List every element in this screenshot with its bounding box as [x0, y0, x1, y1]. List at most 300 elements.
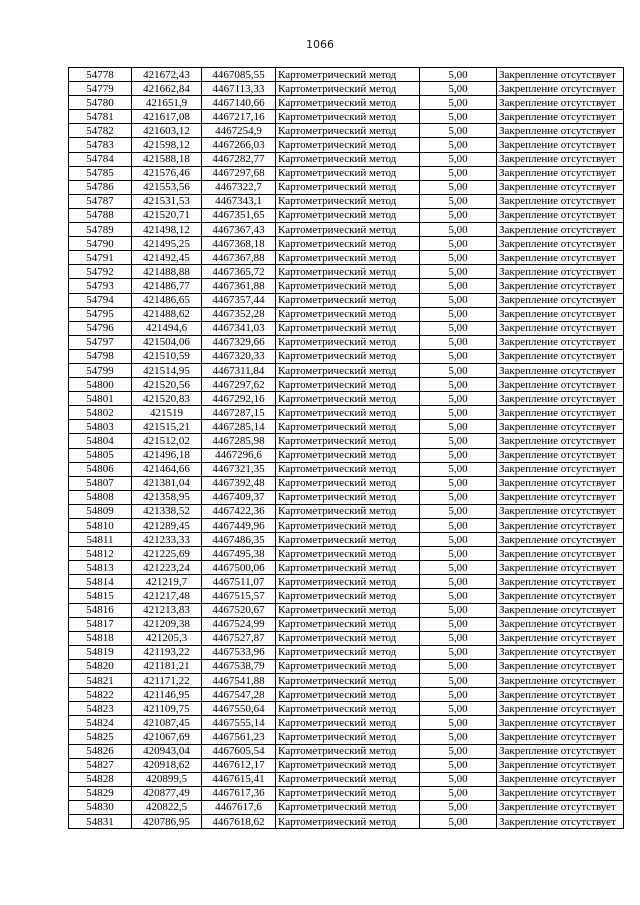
accuracy-cell: 5,00 — [420, 110, 497, 124]
accuracy-cell: 5,00 — [420, 237, 497, 251]
table-row — [69, 561, 624, 575]
accuracy-cell: 5,00 — [420, 307, 497, 321]
method-cell: Картометрический метод — [276, 490, 420, 504]
x-coordinate-cell: 420918,62 — [132, 758, 202, 772]
x-coordinate-cell: 421209,38 — [132, 617, 202, 631]
fixing-cell: Закрепление отсутствует — [497, 659, 624, 673]
x-coordinate-cell: 420899,5 — [132, 772, 202, 786]
method-cell: Картометрический метод — [276, 138, 420, 152]
y-coordinate-cell: 4467550,64 — [202, 702, 276, 716]
point-number-cell: 54796 — [69, 321, 132, 335]
x-coordinate-cell: 421486,77 — [132, 279, 202, 293]
point-number-cell: 54808 — [69, 490, 132, 504]
fixing-cell: Закрепление отсутствует — [497, 448, 624, 462]
method-cell: Картометрический метод — [276, 448, 420, 462]
table-row — [69, 349, 624, 363]
table-row — [69, 223, 624, 237]
accuracy-cell: 5,00 — [420, 786, 497, 800]
fixing-cell: Закрепление отсутствует — [497, 814, 624, 828]
table-row — [69, 124, 624, 138]
table-row — [69, 519, 624, 533]
x-coordinate-cell: 421519 — [132, 406, 202, 420]
fixing-cell: Закрепление отсутствует — [497, 349, 624, 363]
table-row — [69, 392, 624, 406]
accuracy-cell: 5,00 — [420, 378, 497, 392]
accuracy-cell: 5,00 — [420, 476, 497, 490]
method-cell: Картометрический метод — [276, 237, 420, 251]
y-coordinate-cell: 4467422,36 — [202, 504, 276, 518]
method-cell: Картометрический метод — [276, 251, 420, 265]
x-coordinate-cell: 421358,95 — [132, 490, 202, 504]
fixing-cell: Закрепление отсутствует — [497, 561, 624, 575]
fixing-cell: Закрепление отсутствует — [497, 800, 624, 814]
method-cell: Картометрический метод — [276, 406, 420, 420]
point-number-cell: 54805 — [69, 448, 132, 462]
x-coordinate-cell: 421289,45 — [132, 519, 202, 533]
accuracy-cell: 5,00 — [420, 547, 497, 561]
y-coordinate-cell: 4467140,66 — [202, 96, 276, 110]
table-row — [69, 68, 624, 82]
fixing-cell: Закрепление отсутствует — [497, 68, 624, 82]
y-coordinate-cell: 4467617,36 — [202, 786, 276, 800]
table-row — [69, 110, 624, 124]
table-row — [69, 617, 624, 631]
method-cell: Картометрический метод — [276, 166, 420, 180]
accuracy-cell: 5,00 — [420, 716, 497, 730]
accuracy-cell: 5,00 — [420, 462, 497, 476]
x-coordinate-cell: 421067,69 — [132, 730, 202, 744]
point-number-cell: 54782 — [69, 124, 132, 138]
x-coordinate-cell: 421486,65 — [132, 293, 202, 307]
x-coordinate-cell: 421498,12 — [132, 223, 202, 237]
y-coordinate-cell: 4467285,14 — [202, 420, 276, 434]
x-coordinate-cell: 421512,02 — [132, 434, 202, 448]
point-number-cell: 54802 — [69, 406, 132, 420]
y-coordinate-cell: 4467282,77 — [202, 152, 276, 166]
accuracy-cell: 5,00 — [420, 420, 497, 434]
accuracy-cell: 5,00 — [420, 561, 497, 575]
fixing-cell: Закрепление отсутствует — [497, 617, 624, 631]
point-number-cell: 54794 — [69, 293, 132, 307]
table-row — [69, 645, 624, 659]
y-coordinate-cell: 4467296,6 — [202, 448, 276, 462]
point-number-cell: 54806 — [69, 462, 132, 476]
method-cell: Картометрический метод — [276, 378, 420, 392]
y-coordinate-cell: 4467113,33 — [202, 82, 276, 96]
fixing-cell: Закрепление отсутствует — [497, 124, 624, 138]
point-number-cell: 54783 — [69, 138, 132, 152]
table-row — [69, 448, 624, 462]
point-number-cell: 54826 — [69, 744, 132, 758]
method-cell: Картометрический метод — [276, 392, 420, 406]
page-number: 1066 — [306, 38, 334, 51]
accuracy-cell: 5,00 — [420, 363, 497, 377]
method-cell: Картометрический метод — [276, 96, 420, 110]
method-cell: Картометрический метод — [276, 575, 420, 589]
fixing-cell: Закрепление отсутствует — [497, 223, 624, 237]
point-number-cell: 54822 — [69, 688, 132, 702]
y-coordinate-cell: 4467515,57 — [202, 589, 276, 603]
point-number-cell: 54811 — [69, 533, 132, 547]
accuracy-cell: 5,00 — [420, 152, 497, 166]
point-number-cell: 54800 — [69, 378, 132, 392]
accuracy-cell: 5,00 — [420, 772, 497, 786]
point-number-cell: 54793 — [69, 279, 132, 293]
y-coordinate-cell: 4467329,66 — [202, 335, 276, 349]
x-coordinate-cell: 421553,56 — [132, 180, 202, 194]
accuracy-cell: 5,00 — [420, 335, 497, 349]
accuracy-cell: 5,00 — [420, 645, 497, 659]
x-coordinate-cell: 421520,56 — [132, 378, 202, 392]
accuracy-cell: 5,00 — [420, 293, 497, 307]
method-cell: Картометрический метод — [276, 814, 420, 828]
table-row — [69, 688, 624, 702]
table-row — [69, 180, 624, 194]
method-cell: Картометрический метод — [276, 617, 420, 631]
fixing-cell: Закрепление отсутствует — [497, 180, 624, 194]
x-coordinate-cell: 421205,3 — [132, 631, 202, 645]
method-cell: Картометрический метод — [276, 420, 420, 434]
y-coordinate-cell: 4467409,37 — [202, 490, 276, 504]
x-coordinate-cell: 420877,49 — [132, 786, 202, 800]
point-number-cell: 54814 — [69, 575, 132, 589]
point-number-cell: 54784 — [69, 152, 132, 166]
fixing-cell: Закрепление отсутствует — [497, 152, 624, 166]
table-row — [69, 420, 624, 434]
fixing-cell: Закрепление отсутствует — [497, 490, 624, 504]
table-row — [69, 589, 624, 603]
accuracy-cell: 5,00 — [420, 349, 497, 363]
table-row — [69, 194, 624, 208]
fixing-cell: Закрепление отсутствует — [497, 631, 624, 645]
method-cell: Картометрический метод — [276, 561, 420, 575]
fixing-cell: Закрепление отсутствует — [497, 363, 624, 377]
x-coordinate-cell: 421510,59 — [132, 349, 202, 363]
fixing-cell: Закрепление отсутствует — [497, 758, 624, 772]
accuracy-cell: 5,00 — [420, 96, 497, 110]
table-row — [69, 96, 624, 110]
accuracy-cell: 5,00 — [420, 589, 497, 603]
fixing-cell: Закрепление отсутствует — [497, 589, 624, 603]
fixing-cell: Закрепление отсутствует — [497, 251, 624, 265]
y-coordinate-cell: 4467495,38 — [202, 547, 276, 561]
point-number-cell: 54820 — [69, 659, 132, 673]
y-coordinate-cell: 4467617,6 — [202, 800, 276, 814]
fixing-cell: Закрепление отсутствует — [497, 786, 624, 800]
table-row — [69, 547, 624, 561]
point-number-cell: 54816 — [69, 603, 132, 617]
y-coordinate-cell: 4467615,41 — [202, 772, 276, 786]
y-coordinate-cell: 4467311,84 — [202, 363, 276, 377]
method-cell: Картометрический метод — [276, 504, 420, 518]
x-coordinate-cell: 421515,21 — [132, 420, 202, 434]
table-row — [69, 758, 624, 772]
method-cell: Картометрический метод — [276, 180, 420, 194]
method-cell: Картометрический метод — [276, 194, 420, 208]
accuracy-cell: 5,00 — [420, 194, 497, 208]
accuracy-cell: 5,00 — [420, 434, 497, 448]
table-row — [69, 363, 624, 377]
table-row — [69, 490, 624, 504]
accuracy-cell: 5,00 — [420, 138, 497, 152]
y-coordinate-cell: 4467266,03 — [202, 138, 276, 152]
y-coordinate-cell: 4467321,35 — [202, 462, 276, 476]
y-coordinate-cell: 4467357,44 — [202, 293, 276, 307]
method-cell: Картометрический метод — [276, 772, 420, 786]
accuracy-cell: 5,00 — [420, 800, 497, 814]
accuracy-cell: 5,00 — [420, 631, 497, 645]
accuracy-cell: 5,00 — [420, 223, 497, 237]
method-cell: Картометрический метод — [276, 110, 420, 124]
accuracy-cell: 5,00 — [420, 730, 497, 744]
point-number-cell: 54830 — [69, 800, 132, 814]
table-row — [69, 434, 624, 448]
accuracy-cell: 5,00 — [420, 688, 497, 702]
y-coordinate-cell: 4467341,03 — [202, 321, 276, 335]
x-coordinate-cell: 421109,75 — [132, 702, 202, 716]
accuracy-cell: 5,00 — [420, 603, 497, 617]
point-number-cell: 54828 — [69, 772, 132, 786]
fixing-cell: Закрепление отсутствует — [497, 208, 624, 222]
y-coordinate-cell: 4467367,43 — [202, 223, 276, 237]
x-coordinate-cell: 421576,46 — [132, 166, 202, 180]
table-row — [69, 152, 624, 166]
table-row — [69, 674, 624, 688]
table-row — [69, 631, 624, 645]
x-coordinate-cell: 421494,6 — [132, 321, 202, 335]
y-coordinate-cell: 4467285,98 — [202, 434, 276, 448]
accuracy-cell: 5,00 — [420, 265, 497, 279]
x-coordinate-cell: 420822,5 — [132, 800, 202, 814]
method-cell: Картометрический метод — [276, 688, 420, 702]
accuracy-cell: 5,00 — [420, 321, 497, 335]
accuracy-cell: 5,00 — [420, 392, 497, 406]
x-coordinate-cell: 421588,18 — [132, 152, 202, 166]
x-coordinate-cell: 421171,22 — [132, 674, 202, 688]
fixing-cell: Закрепление отсутствует — [497, 96, 624, 110]
y-coordinate-cell: 4467297,62 — [202, 378, 276, 392]
method-cell: Картометрический метод — [276, 152, 420, 166]
method-cell: Картометрический метод — [276, 744, 420, 758]
y-coordinate-cell: 4467322,7 — [202, 180, 276, 194]
y-coordinate-cell: 4467605,54 — [202, 744, 276, 758]
accuracy-cell: 5,00 — [420, 406, 497, 420]
accuracy-cell: 5,00 — [420, 448, 497, 462]
method-cell: Картометрический метод — [276, 786, 420, 800]
x-coordinate-cell: 421488,88 — [132, 265, 202, 279]
fixing-cell: Закрепление отсутствует — [497, 321, 624, 335]
x-coordinate-cell: 421223,24 — [132, 561, 202, 575]
x-coordinate-cell: 421495,25 — [132, 237, 202, 251]
method-cell: Картометрический метод — [276, 519, 420, 533]
point-number-cell: 54781 — [69, 110, 132, 124]
y-coordinate-cell: 4467486,35 — [202, 533, 276, 547]
method-cell: Картометрический метод — [276, 716, 420, 730]
point-number-cell: 54815 — [69, 589, 132, 603]
y-coordinate-cell: 4467555,14 — [202, 716, 276, 730]
y-coordinate-cell: 4467520,67 — [202, 603, 276, 617]
table-row — [69, 307, 624, 321]
fixing-cell: Закрепление отсутствует — [497, 406, 624, 420]
table-row — [69, 575, 624, 589]
coordinates-table-body — [69, 68, 624, 829]
accuracy-cell: 5,00 — [420, 68, 497, 82]
table-row — [69, 251, 624, 265]
accuracy-cell: 5,00 — [420, 575, 497, 589]
fixing-cell: Закрепление отсутствует — [497, 420, 624, 434]
y-coordinate-cell: 4467351,65 — [202, 208, 276, 222]
y-coordinate-cell: 4467365,72 — [202, 265, 276, 279]
table-row — [69, 321, 624, 335]
y-coordinate-cell: 4467511,07 — [202, 575, 276, 589]
x-coordinate-cell: 421520,71 — [132, 208, 202, 222]
point-number-cell: 54807 — [69, 476, 132, 490]
x-coordinate-cell: 421233,33 — [132, 533, 202, 547]
accuracy-cell: 5,00 — [420, 279, 497, 293]
fixing-cell: Закрепление отсутствует — [497, 110, 624, 124]
method-cell: Картометрический метод — [276, 730, 420, 744]
y-coordinate-cell: 4467343,1 — [202, 194, 276, 208]
method-cell: Картометрический метод — [276, 434, 420, 448]
point-number-cell: 54788 — [69, 208, 132, 222]
table-row — [69, 335, 624, 349]
method-cell: Картометрический метод — [276, 659, 420, 673]
x-coordinate-cell: 421520,83 — [132, 392, 202, 406]
method-cell: Картометрический метод — [276, 321, 420, 335]
method-cell: Картометрический метод — [276, 603, 420, 617]
accuracy-cell: 5,00 — [420, 617, 497, 631]
point-number-cell: 54798 — [69, 349, 132, 363]
x-coordinate-cell: 421531,53 — [132, 194, 202, 208]
fixing-cell: Закрепление отсутствует — [497, 716, 624, 730]
accuracy-cell: 5,00 — [420, 674, 497, 688]
fixing-cell: Закрепление отсутствует — [497, 519, 624, 533]
table-row — [69, 744, 624, 758]
table-row — [69, 82, 624, 96]
table-row — [69, 786, 624, 800]
table-row — [69, 279, 624, 293]
point-number-cell: 54778 — [69, 68, 132, 82]
y-coordinate-cell: 4467368,18 — [202, 237, 276, 251]
y-coordinate-cell: 4467361,88 — [202, 279, 276, 293]
fixing-cell: Закрепление отсутствует — [497, 688, 624, 702]
accuracy-cell: 5,00 — [420, 251, 497, 265]
method-cell: Картометрический метод — [276, 307, 420, 321]
point-number-cell: 54791 — [69, 251, 132, 265]
table-row — [69, 800, 624, 814]
x-coordinate-cell: 421598,12 — [132, 138, 202, 152]
table-row — [69, 265, 624, 279]
point-number-cell: 54819 — [69, 645, 132, 659]
coordinates-table — [68, 67, 624, 829]
point-number-cell: 54821 — [69, 674, 132, 688]
y-coordinate-cell: 4467367,88 — [202, 251, 276, 265]
table-row — [69, 138, 624, 152]
point-number-cell: 54792 — [69, 265, 132, 279]
method-cell: Картометрический метод — [276, 265, 420, 279]
accuracy-cell: 5,00 — [420, 758, 497, 772]
accuracy-cell: 5,00 — [420, 208, 497, 222]
point-number-cell: 54804 — [69, 434, 132, 448]
x-coordinate-cell: 421492,45 — [132, 251, 202, 265]
accuracy-cell: 5,00 — [420, 659, 497, 673]
table-row — [69, 208, 624, 222]
y-coordinate-cell: 4467500,06 — [202, 561, 276, 575]
table-row — [69, 716, 624, 730]
table-row — [69, 814, 624, 828]
point-number-cell: 54803 — [69, 420, 132, 434]
x-coordinate-cell: 421087,45 — [132, 716, 202, 730]
y-coordinate-cell: 4467561,23 — [202, 730, 276, 744]
y-coordinate-cell: 4467287,15 — [202, 406, 276, 420]
point-number-cell: 54823 — [69, 702, 132, 716]
table-row — [69, 378, 624, 392]
fixing-cell: Закрепление отсутствует — [497, 392, 624, 406]
x-coordinate-cell: 421338,52 — [132, 504, 202, 518]
method-cell: Картометрический метод — [276, 349, 420, 363]
x-coordinate-cell: 421488,62 — [132, 307, 202, 321]
method-cell: Картометрический метод — [276, 702, 420, 716]
table-row — [69, 603, 624, 617]
x-coordinate-cell: 421651,9 — [132, 96, 202, 110]
method-cell: Картометрический метод — [276, 533, 420, 547]
fixing-cell: Закрепление отсутствует — [497, 462, 624, 476]
fixing-cell: Закрепление отсутствует — [497, 645, 624, 659]
y-coordinate-cell: 4467612,17 — [202, 758, 276, 772]
accuracy-cell: 5,00 — [420, 124, 497, 138]
y-coordinate-cell: 4467254,9 — [202, 124, 276, 138]
point-number-cell: 54827 — [69, 758, 132, 772]
table-row — [69, 237, 624, 251]
x-coordinate-cell: 421181,21 — [132, 659, 202, 673]
x-coordinate-cell: 421617,08 — [132, 110, 202, 124]
point-number-cell: 54824 — [69, 716, 132, 730]
method-cell: Картометрический метод — [276, 462, 420, 476]
table-row — [69, 293, 624, 307]
y-coordinate-cell: 4467297,68 — [202, 166, 276, 180]
x-coordinate-cell: 421225,69 — [132, 547, 202, 561]
accuracy-cell: 5,00 — [420, 490, 497, 504]
point-number-cell: 54825 — [69, 730, 132, 744]
accuracy-cell: 5,00 — [420, 702, 497, 716]
method-cell: Картометрический метод — [276, 800, 420, 814]
y-coordinate-cell: 4467533,96 — [202, 645, 276, 659]
y-coordinate-cell: 4467217,16 — [202, 110, 276, 124]
method-cell: Картометрический метод — [276, 547, 420, 561]
fixing-cell: Закрепление отсутствует — [497, 82, 624, 96]
x-coordinate-cell: 421219,7 — [132, 575, 202, 589]
fixing-cell: Закрепление отсутствует — [497, 603, 624, 617]
point-number-cell: 54813 — [69, 561, 132, 575]
accuracy-cell: 5,00 — [420, 166, 497, 180]
method-cell: Картометрический метод — [276, 631, 420, 645]
fixing-cell: Закрепление отсутствует — [497, 307, 624, 321]
table-row — [69, 406, 624, 420]
point-number-cell: 54795 — [69, 307, 132, 321]
table-row — [69, 166, 624, 180]
y-coordinate-cell: 4467085,55 — [202, 68, 276, 82]
x-coordinate-cell: 421146,95 — [132, 688, 202, 702]
point-number-cell: 54812 — [69, 547, 132, 561]
point-number-cell: 54790 — [69, 237, 132, 251]
fixing-cell: Закрепление отсутствует — [497, 772, 624, 786]
fixing-cell: Закрепление отсутствует — [497, 279, 624, 293]
x-coordinate-cell: 421514,95 — [132, 363, 202, 377]
fixing-cell: Закрепление отсутствует — [497, 194, 624, 208]
x-coordinate-cell: 421672,43 — [132, 68, 202, 82]
method-cell: Картометрический метод — [276, 124, 420, 138]
accuracy-cell: 5,00 — [420, 814, 497, 828]
